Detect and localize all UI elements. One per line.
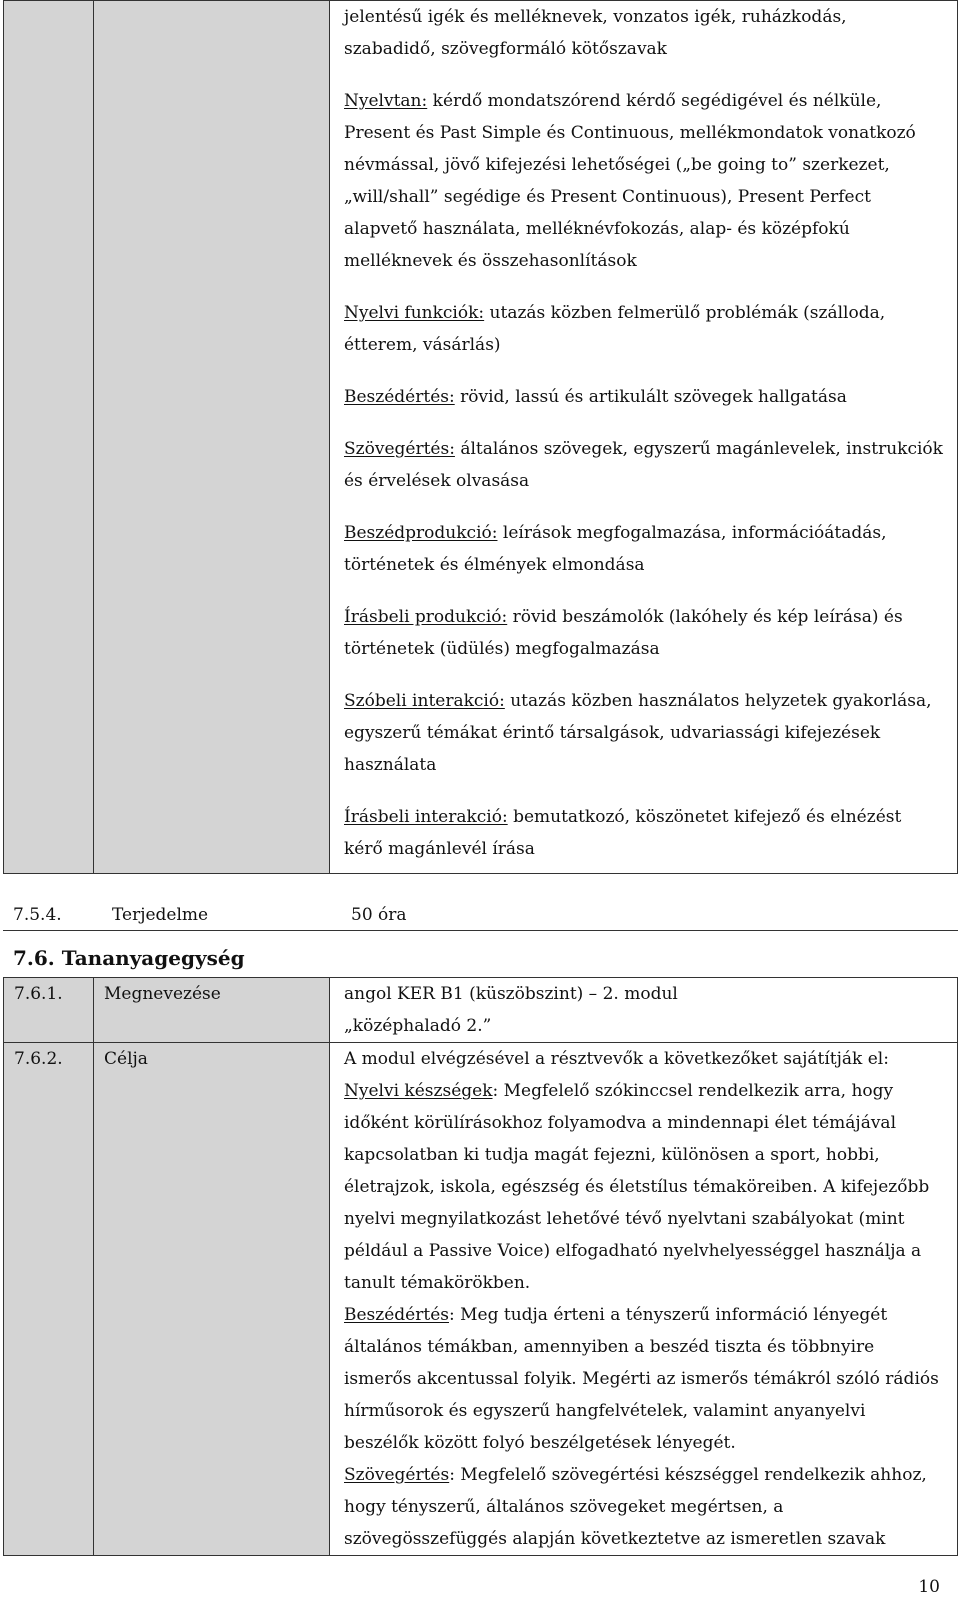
goal-content [330,1043,958,1556]
section-label: Nyelvi funkciók: [344,303,485,323]
goal-row [4,1043,958,1556]
reading-section [344,433,943,497]
section-text: utazás közben használatos helyzetek gyakorlása, egyszerű témákat érintő társalgások, udvariassági kifejezések használata [344,691,932,775]
scope-value: 50 óra [337,900,958,931]
name-label: Megnevezése [94,978,330,1043]
page-number: 10 [918,1577,940,1597]
grammar-section [344,85,943,277]
section-label: Szövegértés: [344,439,455,459]
section-label: Írásbeli interakció: [344,807,508,827]
unit-heading: 7.6. Tananyagegység [13,946,245,970]
section-label: Írásbeli produkció: [344,607,508,627]
section-label: Beszédértés [344,1305,449,1325]
intro-text: jelentésű igék és melléknevek, vonzatos igék, ruházkodás, szabadidő, szövegformáló kötőszavak [344,7,847,59]
section-label: Nyelvi készségek [344,1081,493,1101]
section-label: Beszédértés: [344,387,455,407]
number-cell [4,1,94,874]
section-text: : Megfelelő szókinccsel rendelkezik arra, hogy időként körülírásokhoz folyamodva a mindennapi élet témájával kapcsolatban ki tudja magát fejezni, különösen a sport, hobbi, életrajzok, iskola, egészség és életstílus témaköreiben. A kifejezőbb nyelvi megnyilatkozást lehetővé tévő nyelvtani szabályokat (mint például a Passive Voice) elfogadható nyelvhelyességgel használja a tanult témakörökben. [344,1081,930,1293]
listening-section [344,381,943,413]
section-text: általános szövegek, egyszerű magánlevelek, instrukciók és érvelések olvasása [344,439,943,491]
section-text: utazás közben felmerülő problémák (szálloda, étterem, vásárlás) [344,303,886,355]
unit-table [3,977,958,1556]
name-number: 7.6.1. [4,978,94,1043]
goal-label: Célja [94,1043,330,1556]
goal-intro: A modul elvégzésével a résztvevők a következőket sajátítják el: [344,1049,889,1069]
language-skills-section [344,1075,943,1299]
section-text: bemutatkozó, köszönetet kifejező és elnézést kérő magánlevél írása [344,807,902,859]
section-text: rövid, lassú és artikulált szövegek hallgatása [454,387,847,407]
writing-section [344,601,943,665]
scope-number: 7.5.4. [3,900,102,931]
language-functions-section [344,297,943,361]
section-text: rövid beszámolók (lakóhely és kép leírása) és történetek (üdülés) megfogalmazása [344,607,903,659]
section-label: Szövegértés [344,1465,450,1485]
name-row [4,978,958,1043]
oral-interaction-section [344,685,943,781]
section-text: : Meg tudja érteni a tényszerű információ lényegét általános témákban, amennyiben a beszéd tiszta és többnyire ismerős akcentussal folyik. Megérti az ismerős témákról szóló rádiós hírműsorok és egyszerű hangfelvételek, valamint anyanyelvi beszélők között folyó beszélgetések lényegét. [344,1305,939,1453]
name-value-line1: angol KER B1 (küszöbszint) – 2. modul [344,984,678,1004]
section-label: Szóbeli interakció: [344,691,505,711]
name-value-line2: „középhaladó 2.” [344,1016,492,1036]
section-label: Beszédprodukció: [344,523,498,543]
written-interaction-section [344,801,943,865]
label-cell [94,1,330,874]
goal-number: 7.6.2. [4,1043,94,1556]
section-text: leírások megfogalmazása, információátadás, történetek és élmények elmondása [344,523,887,575]
section-text: : Megfelelő szövegértési készséggel rendelkezik ahhoz, hogy tényszerű, általános szövegeket megértsen, a szövegösszefüggés alapján következtetve az ismeretlen szavak [344,1465,927,1549]
listening-goal-section [344,1299,943,1459]
curriculum-table-continued [3,0,958,874]
speaking-section [344,517,943,581]
content-cell [330,1,958,874]
scope-row [3,900,958,931]
reading-goal-section [344,1459,943,1555]
section-text: kérdő mondatszórend kérdő segédigével és nélküle, Present és Past Simple és Continuous, mellékmondatok vonatkozó névmással, jövő kifejezési lehetőségei („be going to” szerkezet, „will/shall” segédige és Present Continuous), Present Perfect alapvető használata, melléknévfokozás, alap- és középfokú melléknevek és összehasonlítások [344,91,916,271]
name-value [330,978,958,1043]
scope-label: Terjedelme [102,900,337,931]
section-label: Nyelvtan: [344,91,428,111]
